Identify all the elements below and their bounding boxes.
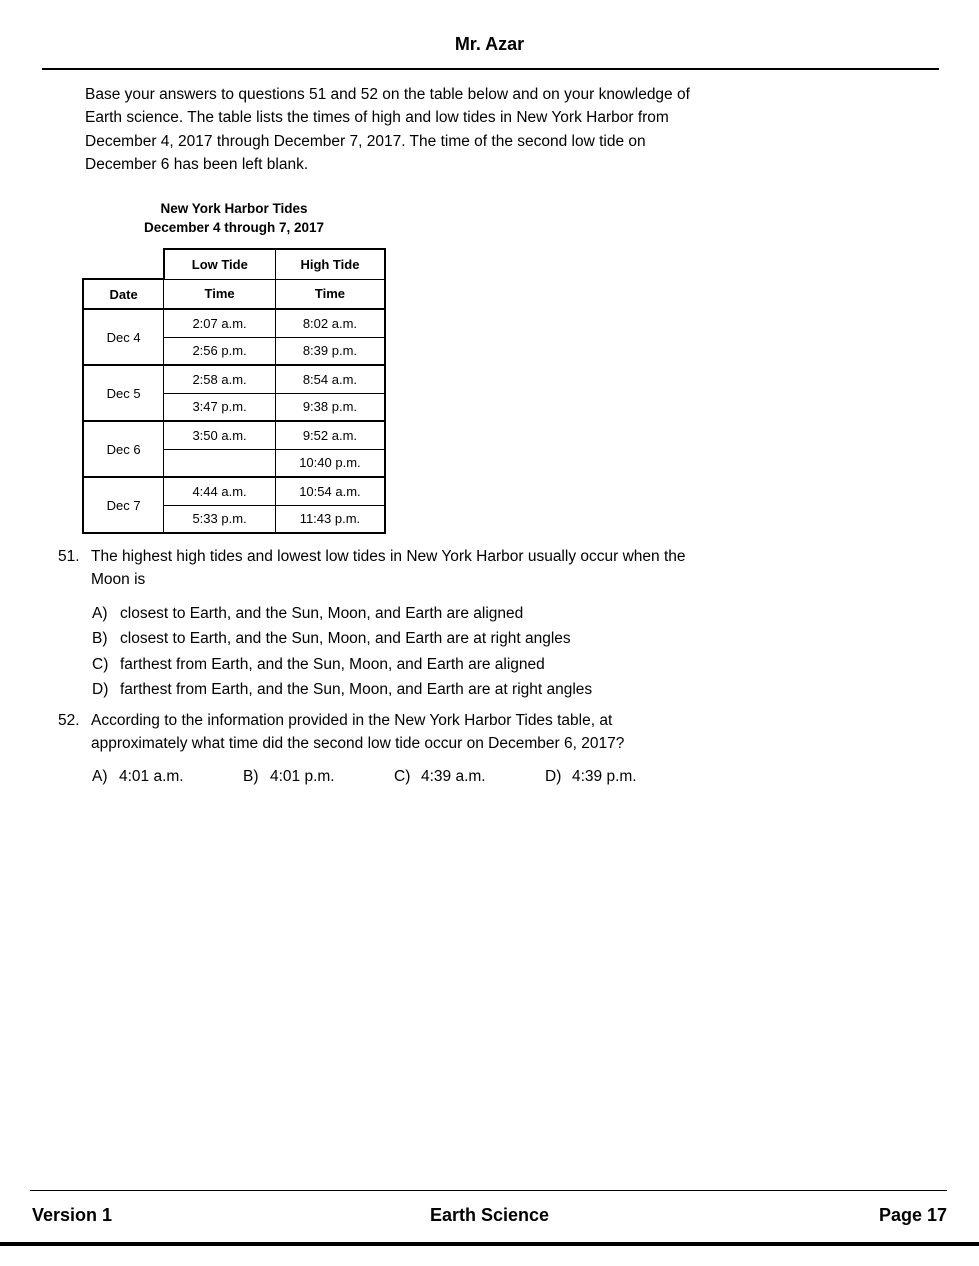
choice-text: farthest from Earth, and the Sun, Moon, and Earth are at right angles — [120, 681, 593, 699]
high-time-cell: 8:02 a.m. — [275, 309, 385, 337]
choice-c — [92, 652, 686, 678]
intro-line: Base your answers to questions 51 and 52 on the table below and on your knowledge of — [85, 86, 690, 103]
high-time-cell: 10:54 a.m. — [275, 477, 385, 505]
question-text-line: approximately what time did the second low tide occur on December 6, 2017? — [91, 735, 625, 753]
footer-subject: Earth Science — [429, 1205, 550, 1225]
low-time-cell: 2:07 a.m. — [164, 309, 276, 337]
choice-label: C) — [394, 767, 411, 785]
high-time-cell: 8:54 a.m. — [275, 365, 385, 393]
question-52-stem — [58, 709, 696, 756]
question-number: 51. — [58, 548, 80, 565]
table-row — [83, 421, 385, 449]
tide-table-title — [82, 199, 386, 237]
header-divider — [42, 68, 939, 70]
table-row — [83, 365, 385, 393]
question-text — [91, 545, 686, 592]
choice-label: A) — [92, 767, 108, 785]
choice-text: 4:39 a.m. — [421, 767, 486, 785]
intro-line: December 6 has been left blank. — [85, 155, 309, 173]
question-text-line: According to the information provided in the New York Harbor Tides table, at — [91, 712, 613, 729]
date-cell: Dec 4 — [83, 309, 164, 365]
high-time-cell: 8:39 p.m. — [275, 337, 385, 365]
table-row — [83, 477, 385, 505]
intro-paragraph — [85, 83, 690, 176]
choice-text: closest to Earth, and the Sun, Moon, and Earth are at right angles — [120, 630, 571, 648]
choice-a — [92, 765, 243, 788]
choice-b — [243, 765, 394, 788]
high-time-cell: 9:38 p.m. — [275, 393, 385, 421]
question-51 — [58, 545, 686, 703]
date-column-header: Date — [83, 279, 164, 309]
choice-text: 4:01 a.m. — [119, 767, 184, 785]
tide-table-block — [82, 199, 386, 534]
choice-d — [545, 765, 696, 788]
low-time-column-header: Time — [164, 279, 276, 309]
footer-version: Version 1 — [32, 1205, 113, 1225]
table-group-header-row — [83, 249, 385, 279]
choice-label: B) — [92, 630, 108, 648]
footer-divider-thick — [0, 1242, 979, 1246]
page-header-title: Mr. Azar — [454, 34, 525, 54]
date-cell: Dec 7 — [83, 477, 164, 533]
low-time-cell: 3:50 a.m. — [164, 421, 276, 449]
question-51-stem — [58, 545, 686, 592]
footer-divider-thin — [30, 1190, 947, 1191]
choice-text: 4:39 p.m. — [572, 767, 637, 785]
question-52 — [58, 709, 696, 788]
tide-table — [82, 248, 386, 534]
low-time-cell: 4:44 a.m. — [164, 477, 276, 505]
date-cell: Dec 6 — [83, 421, 164, 477]
choice-text: 4:01 p.m. — [270, 767, 335, 785]
choice-text: farthest from Earth, and the Sun, Moon, and Earth are aligned — [120, 655, 545, 673]
choice-label: B) — [243, 767, 259, 785]
table-row — [83, 309, 385, 337]
high-time-cell: 9:52 a.m. — [275, 421, 385, 449]
choice-b — [92, 626, 686, 652]
choice-text: closest to Earth, and the Sun, Moon, and Earth are aligned — [120, 604, 524, 622]
high-time-cell: 11:43 p.m. — [275, 505, 385, 533]
low-tide-group-header: Low Tide — [164, 249, 276, 279]
choice-label: D) — [545, 767, 562, 785]
low-time-cell: 2:56 p.m. — [164, 337, 276, 365]
date-cell: Dec 5 — [83, 365, 164, 421]
page-footer — [32, 1205, 947, 1226]
table-blank-corner — [83, 249, 164, 279]
low-time-cell: 5:33 p.m. — [164, 505, 276, 533]
tide-table-title-line2: December 4 through 7, 2017 — [143, 220, 325, 235]
choice-label: A) — [92, 604, 108, 622]
high-time-column-header: Time — [275, 279, 385, 309]
question-text-line: Moon is — [91, 571, 146, 589]
footer-page-number: Page 17 — [878, 1205, 947, 1225]
choice-a — [92, 601, 686, 627]
question-52-choices — [92, 765, 696, 788]
question-51-choices — [92, 601, 686, 703]
table-column-header-row — [83, 279, 385, 309]
low-time-cell-blank — [164, 449, 276, 477]
high-tide-group-header: High Tide — [275, 249, 385, 279]
intro-line: Earth science. The table lists the times of high and low tides in New York Harbor from — [85, 109, 669, 127]
low-time-cell: 2:58 a.m. — [164, 365, 276, 393]
low-time-cell: 3:47 p.m. — [164, 393, 276, 421]
choice-label: D) — [92, 681, 109, 699]
tide-table-title-line1: New York Harbor Tides — [160, 201, 308, 216]
question-text — [91, 709, 624, 756]
intro-line: December 4, 2017 through December 7, 2017. The time of the second low tide on — [85, 132, 646, 150]
choice-d — [92, 677, 686, 703]
high-time-cell: 10:40 p.m. — [275, 449, 385, 477]
question-text-line: The highest high tides and lowest low tides in New York Harbor usually occur when the — [91, 548, 686, 565]
question-number: 52. — [58, 712, 80, 729]
choice-c — [394, 765, 545, 788]
choice-label: C) — [92, 655, 109, 673]
